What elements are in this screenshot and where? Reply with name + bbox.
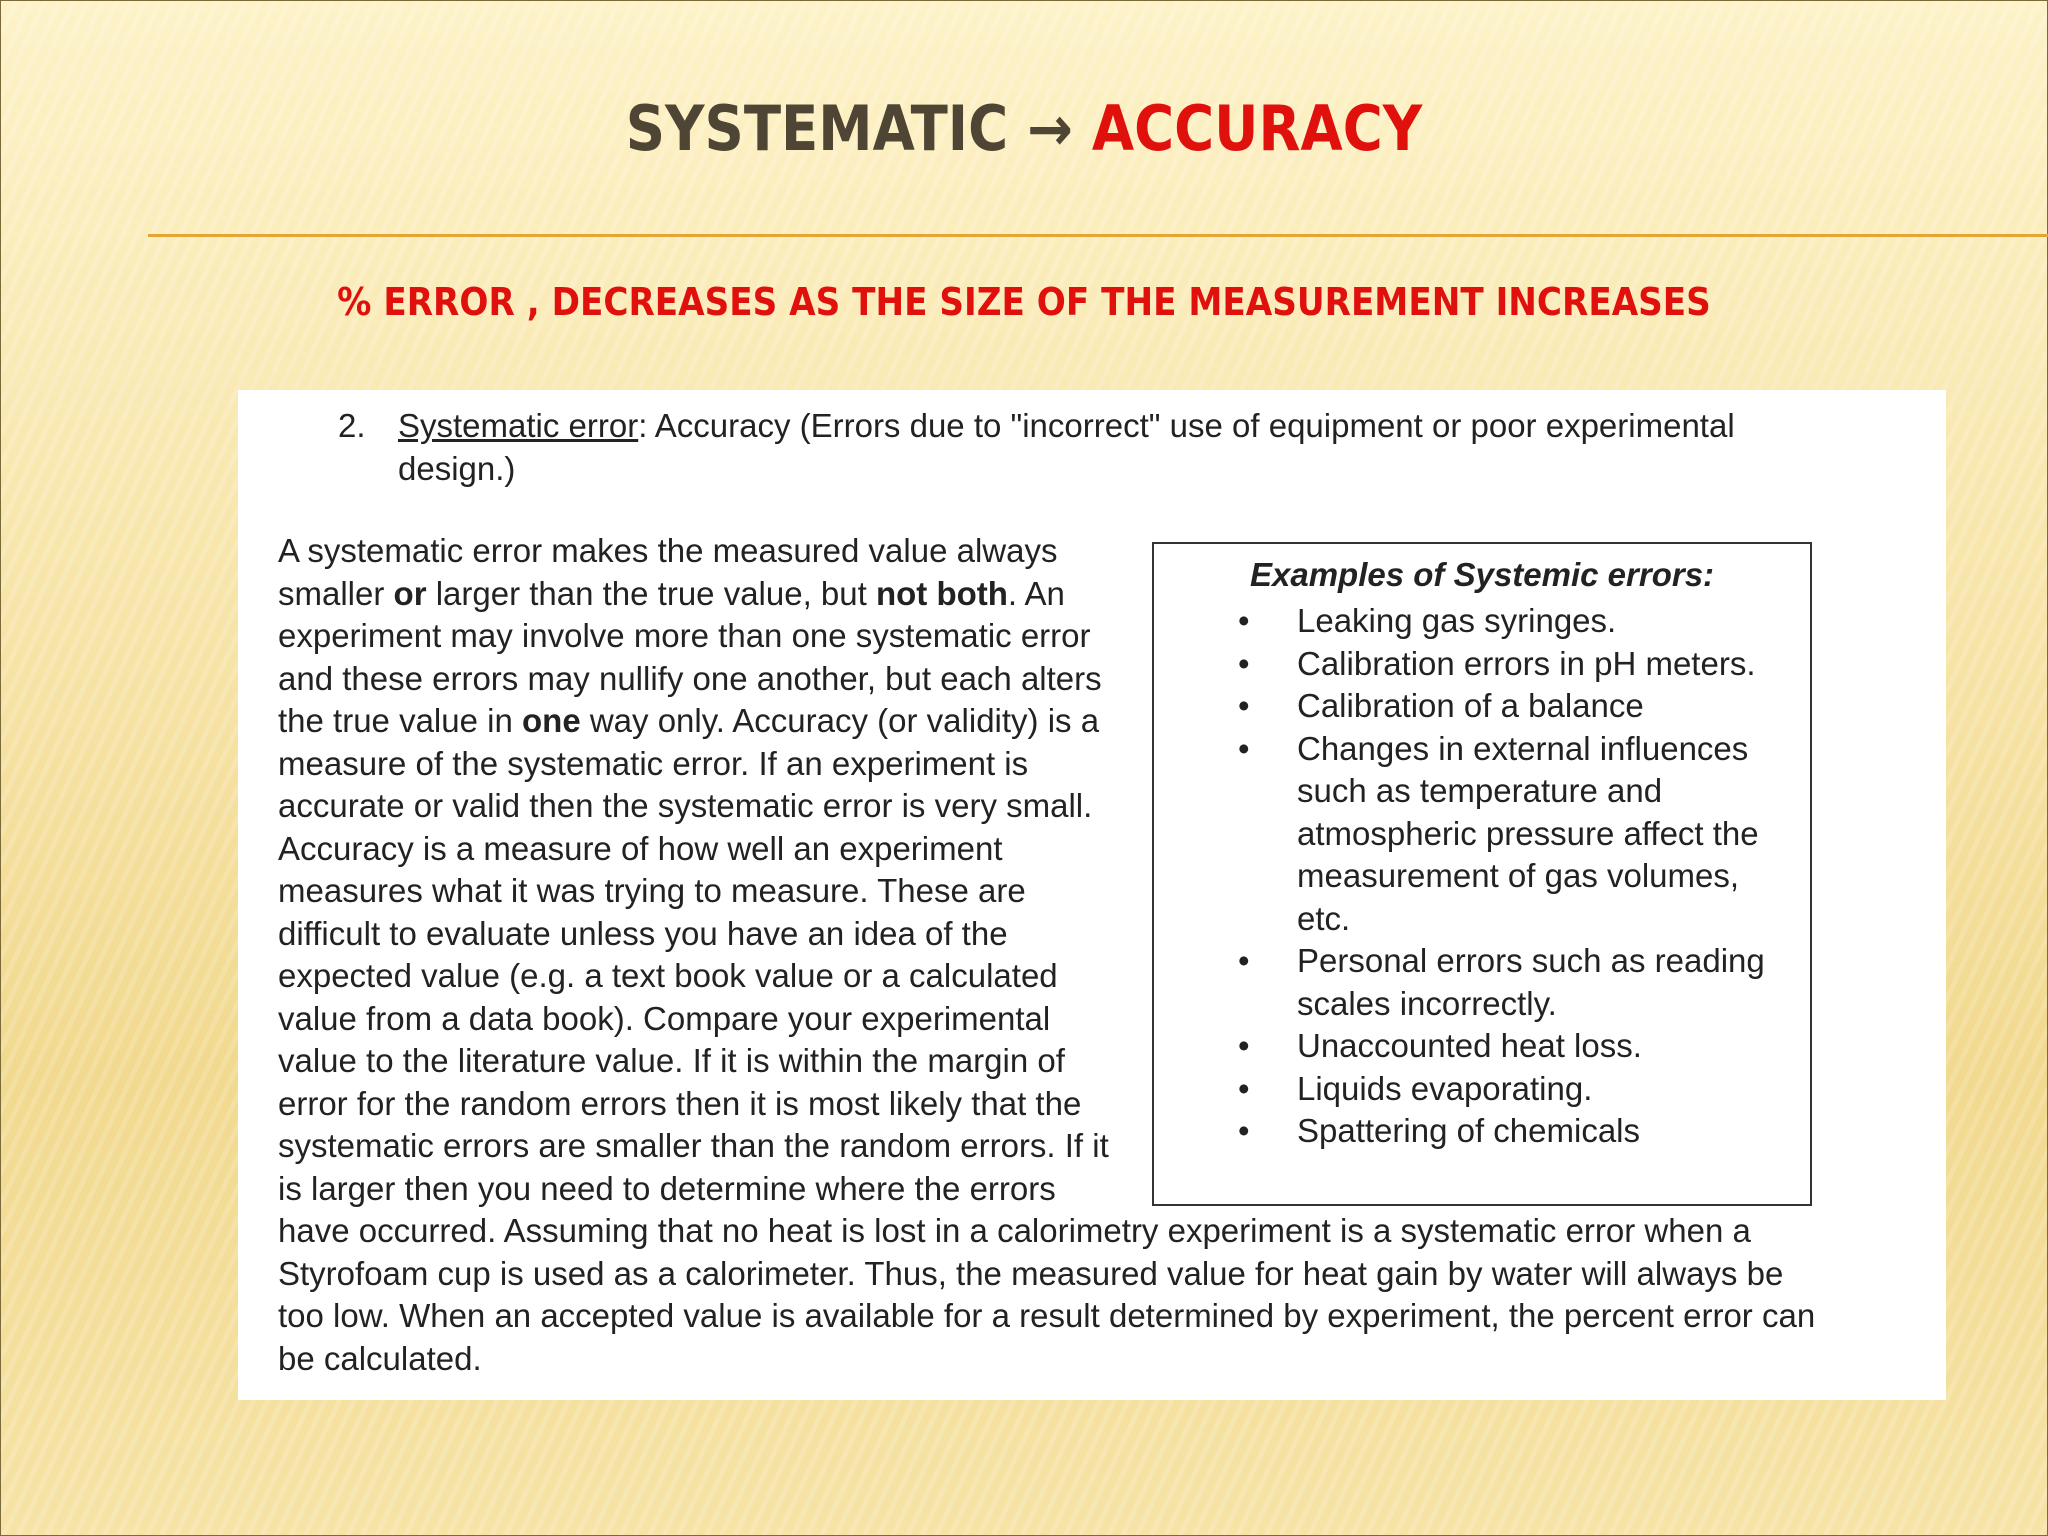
examples-box (1152, 542, 1812, 1206)
list-item-text: Calibration errors in pH meters. (1297, 644, 1756, 682)
bullet-icon: • (1238, 1069, 1250, 1107)
bullet-icon: • (1238, 687, 1250, 724)
list-item-text: Unaccounted heat loss. (1297, 1027, 1642, 1064)
body-line: systematic errors are smaller than the random errors. If it (278, 1127, 1109, 1164)
bullet-icon: • (1238, 942, 1250, 979)
bullet-icon: • (1238, 1027, 1250, 1064)
bullet-icon: • (1238, 602, 1250, 639)
body-line: difficult to evaluate unless you have an idea of the (278, 914, 1008, 952)
list-item-text: such as temperature and (1297, 772, 1663, 809)
list-item-text: Liquids evaporating. (1297, 1069, 1593, 1107)
list-item (1154, 600, 1814, 643)
body-line: Styrofoam cup is used as a calorimeter. Thus, the measured value for heat gain by water will always be (278, 1254, 1784, 1292)
body-line: measure of the systematic error. If an experiment is (278, 744, 1029, 782)
list-item-text: Calibration of a balance (1297, 687, 1644, 724)
list-item (1154, 643, 1814, 686)
list-item-text: Spattering of chemicals (1297, 1112, 1641, 1149)
body-line: be calculated. (278, 1339, 482, 1377)
list-item-text: atmospheric pressure affect the (1297, 814, 1759, 852)
content-panel (238, 390, 1946, 1400)
body-line: measures what it was trying to measure. These are (278, 872, 1026, 909)
body-line: is larger then you need to determine where the errors (278, 1169, 1056, 1207)
body-line: A systematic error makes the measured value always (278, 532, 1058, 569)
body-line: and these errors may nullify one another, but each alters (278, 659, 1102, 697)
bullet-icon: • (1238, 644, 1250, 682)
item-number: 2. (338, 407, 366, 444)
list-item (1154, 685, 1814, 728)
bullet-icon: • (1238, 1112, 1250, 1149)
body-line: smaller or larger than the true value, but not both. An (278, 574, 1065, 612)
list-item-text: scales incorrectly. (1297, 984, 1557, 1022)
title-systematic: SYSTEMATIC (625, 92, 1009, 165)
heading-term: Systematic error (398, 407, 639, 444)
body-line: too low. When an accepted value is available for a result determined by experiment, the percent error can (278, 1297, 1816, 1334)
body-line: accurate or valid then the systematic error is very small. (278, 787, 1093, 824)
list-item-text: Changes in external influences (1297, 729, 1749, 767)
body-line: experiment may involve more than one systematic error (278, 617, 1091, 654)
arrow-right-icon: → (1027, 92, 1073, 165)
body-line: value from a data book). Compare your experimental (278, 999, 1051, 1037)
body-line: Accuracy is a measure of how well an experiment (278, 829, 1003, 867)
body-line: the true value in one way only. Accuracy (or validity) is a (278, 702, 1100, 739)
list-item (1154, 1025, 1814, 1068)
list-item (1154, 1110, 1814, 1153)
examples-title: Examples of Systemic errors: (1250, 556, 1715, 593)
bullet-icon: • (1238, 729, 1250, 767)
body-line: have occurred. Assuming that no heat is lost in a calorimetry experiment is a systematic error when a (278, 1212, 1751, 1249)
body-line: error for the random errors then it is most likely that the (278, 1084, 1082, 1122)
body-text-left (278, 530, 1138, 1210)
body-line: value to the literature value. If it is within the margin of (278, 1042, 1065, 1079)
examples-list (1154, 600, 1814, 1153)
heading-rest-line2: design.) (398, 450, 516, 487)
list-item (1154, 728, 1814, 941)
list-item (1154, 940, 1814, 1025)
heading-rest-line1: : Accuracy (Errors due to "incorrect" use of equipment or poor experimental (638, 407, 1735, 444)
slide-title (123, 92, 1925, 165)
body-line: expected value (e.g. a text book value or a calculated (278, 957, 1058, 994)
title-divider (148, 234, 2048, 237)
list-item-text: Leaking gas syringes. (1297, 602, 1617, 639)
slide-subtitle: % ERROR , DECREASES AS THE SIZE OF THE MEASUREMENT INCREASES (337, 280, 1711, 324)
list-item (1154, 1068, 1814, 1111)
list-item-text: etc. (1297, 899, 1351, 937)
list-item-text: measurement of gas volumes, (1297, 857, 1740, 894)
list-item-text: Personal errors such as reading (1297, 942, 1765, 979)
body-text-full (278, 1210, 1918, 1380)
title-accuracy: ACCURACY (1091, 92, 1423, 165)
